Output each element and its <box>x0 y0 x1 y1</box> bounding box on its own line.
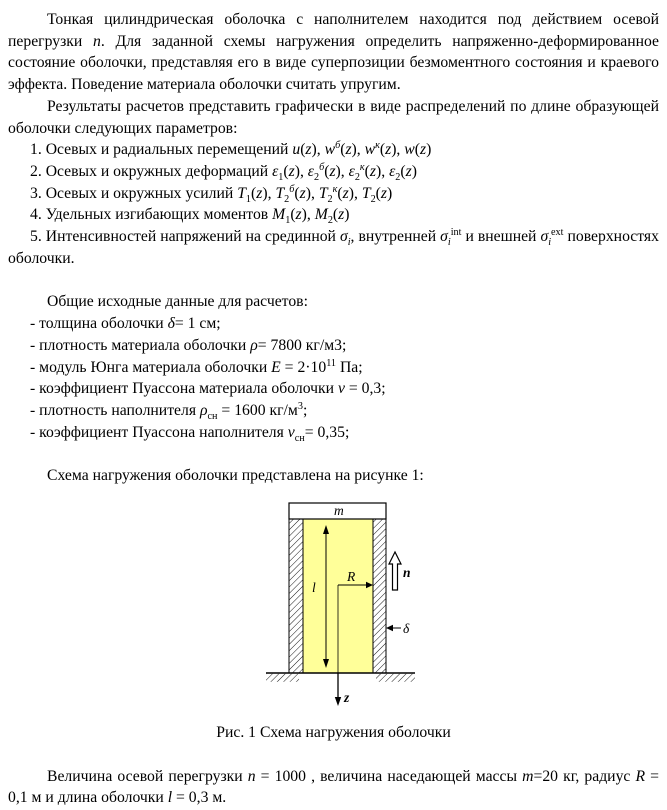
mass-label: m <box>334 503 344 519</box>
list-item-2: 2. Осевых и окружных деформаций $\varepsilon_1(z)$, $\varepsilon_2^б(z)$, $\varepsilon_2^к(z)$, $\varepsilon_2(z)$ <box>30 161 417 184</box>
z-axis-label: z <box>344 690 350 706</box>
figure-1 <box>8 496 659 712</box>
problem-statement: Тонкая цилиндрическая оболочка с наполнителем находится под действием осевой перегрузки n. Для заданной схемы нагружения определить напряженно-деформированное состояние оболочки, представляя его в виде суперпозиции безмоментного состояния и краевого эффекта. Поведение материала оболочки считать упругим. <box>8 11 659 94</box>
results-intro: Результаты расчетов представить графически в виде распределений по длине образующей оболочки следующих параметров: <box>8 97 659 137</box>
spacer <box>8 744 659 766</box>
data-item-shell-density: - плотность материала оболочки ρ= 7800 кг/м3; <box>30 336 347 354</box>
ground-hatching-right <box>376 674 415 682</box>
ground-hatching-left <box>266 674 299 682</box>
data-item-shell-poisson: - коэффициент Пуассона материала оболочки ν = 0,3; <box>30 380 386 398</box>
data-item-thickness: - толщина оболочки δ= 1 см; <box>30 315 221 333</box>
shell-loading-diagram <box>259 496 427 712</box>
spacer <box>8 269 659 291</box>
list-item-4: 4. Удельных изгибающих моментов $M_1(z)$, $M_2(z)$ <box>30 206 350 227</box>
overload-label: n <box>403 565 411 581</box>
list-item-5: 5. Интенсивностей напряжений на срединной $\sigma_i$, внутренней $\sigma_i^{int}$ и внешней $\sigma_i^{ext}$ поверхностях оболочки. <box>8 226 659 267</box>
figure-caption: Рис. 1 Схема нагружения оболочки <box>216 724 451 742</box>
data-item-filler-density: - плотность наполнителя $\rho_{сн} = 1600$ $кг/м^3$; <box>30 400 308 423</box>
data-item-young-modulus: - модуль Юнга материала оболочки $E = 2\cdot 10^{11}$ Па; <box>30 357 363 376</box>
length-label: l <box>312 580 316 596</box>
shell-left-wall <box>289 519 303 673</box>
input-data-heading: Общие исходные данные для расчетов: <box>47 293 308 311</box>
thickness-label: δ <box>403 621 410 637</box>
closing-paragraph: Величина осевой перегрузки n = 1000 , величина наседающей массы m=20 кг, радиус R = 0,1 м и длина оболочки l = 0,3 м. <box>8 767 659 807</box>
thickness-arrow <box>386 625 401 631</box>
spacer <box>8 443 659 465</box>
data-item-filler-poisson: - коэффициент Пуассона наполнителя $\nu_{сн}= 0,35$; <box>30 423 350 444</box>
radius-label: R <box>347 569 356 585</box>
overload-arrow <box>389 552 401 590</box>
list-item-3: 3. Осевых и окружных усилий $T_1(z)$, $T_2^б(z)$, $T_2^к(z)$, $T_2(z)$ <box>30 183 393 205</box>
figure-intro: Схема нагружения оболочки представлена на рисунке 1: <box>47 467 424 485</box>
list-item-1: 1. Осевых и радиальных перемещений u(z), $w^б(z)$, $w^к(z)$, w(z) <box>30 139 432 159</box>
shell-right-wall <box>373 519 386 673</box>
